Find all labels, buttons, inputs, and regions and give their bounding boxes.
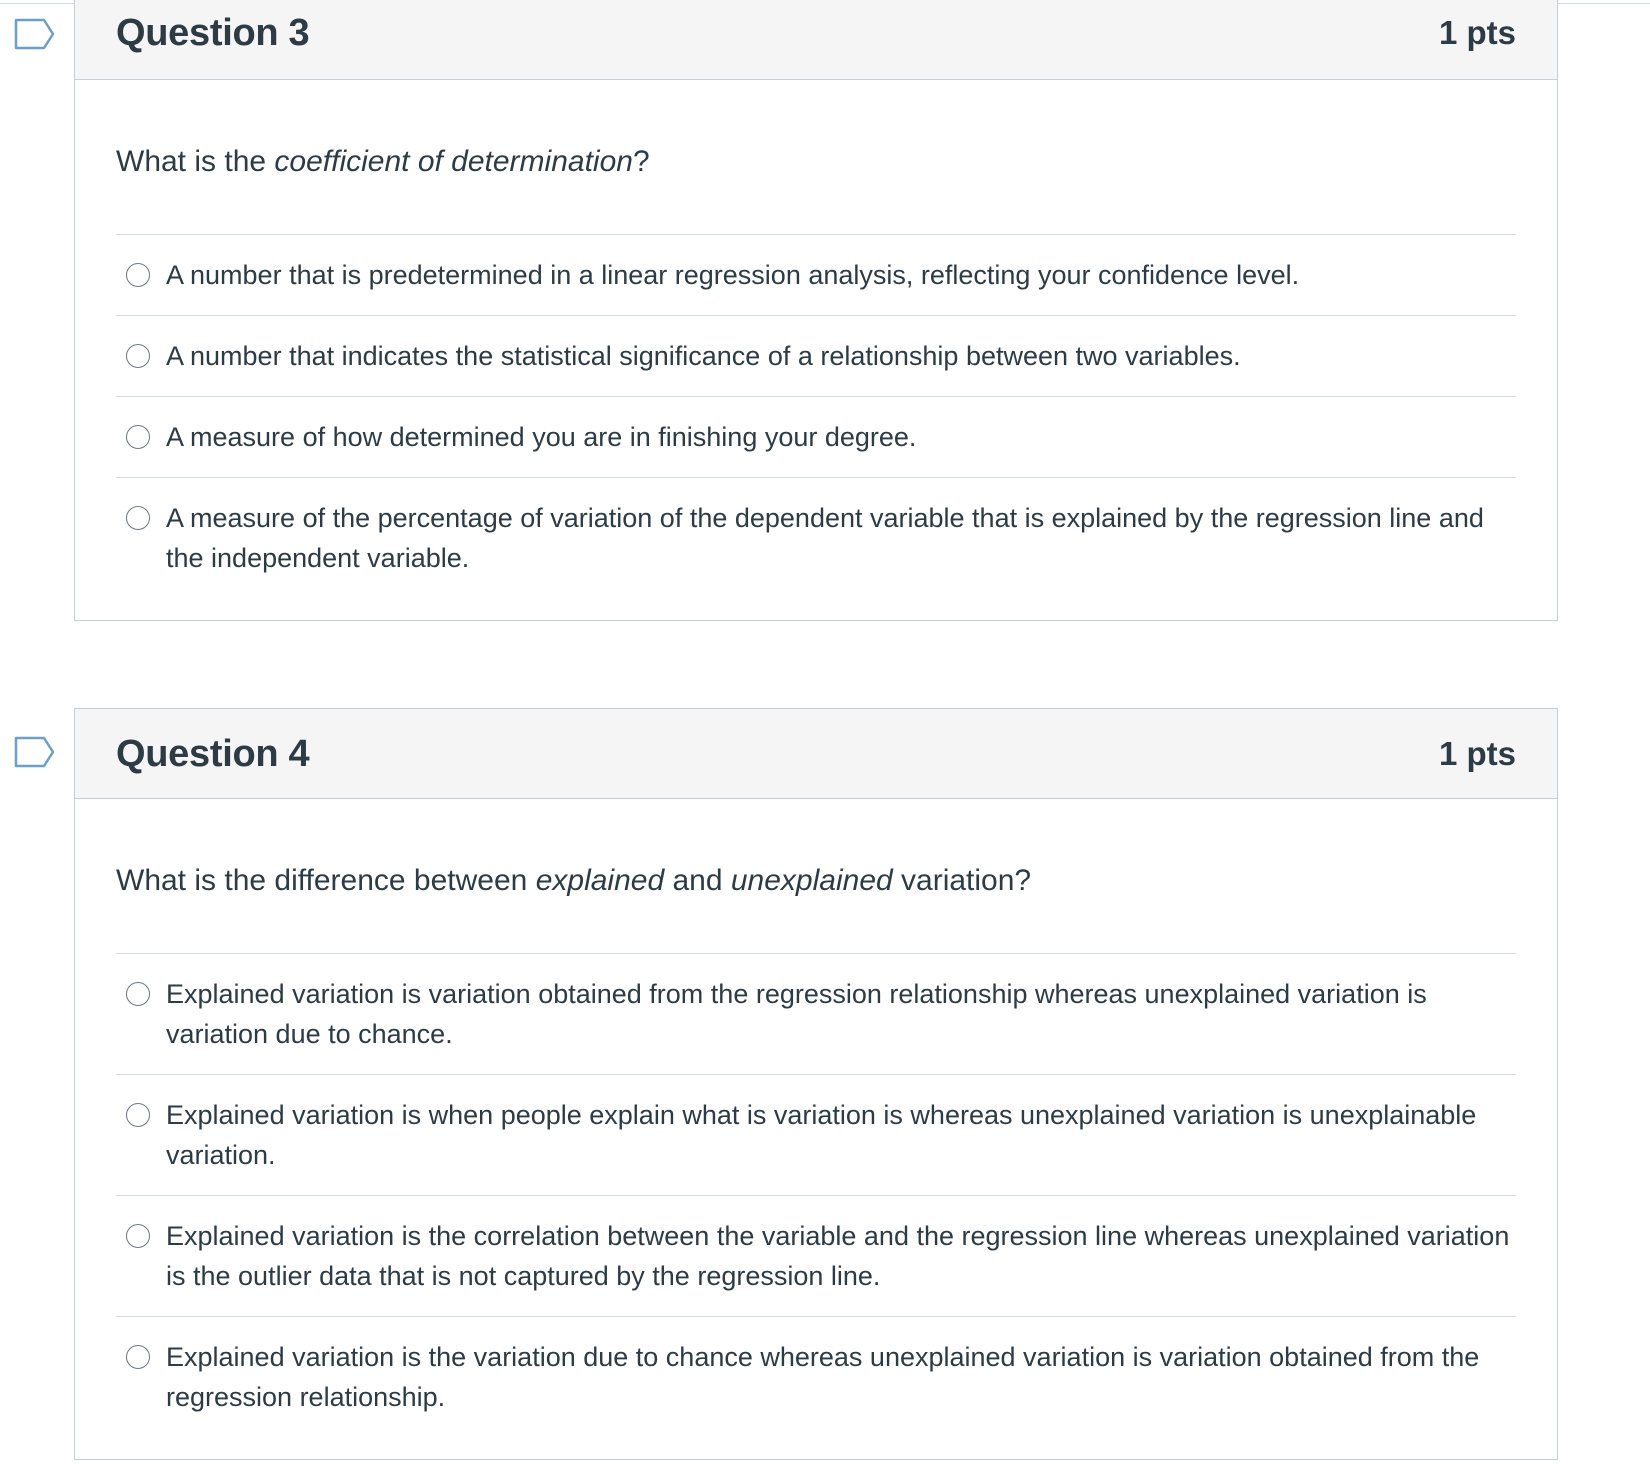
question-4-answers — [116, 954, 1516, 1437]
question-3-text — [116, 80, 1516, 235]
radio-button[interactable] — [126, 1103, 150, 1127]
answer-label[interactable]: A measure of the percentage of variation of the dependent variable that is explained by the regression line and the independent variable. — [166, 503, 1484, 573]
question-3-text-part: ? — [632, 145, 650, 178]
question-3-body — [75, 80, 1557, 598]
answer-option[interactable] — [116, 316, 1516, 397]
answer-label[interactable]: A measure of how determined you are in finishing your degree. — [166, 422, 917, 452]
question-3-text-part: What is the — [116, 145, 275, 178]
radio-button[interactable] — [126, 425, 150, 449]
answer-option[interactable] — [116, 235, 1516, 316]
question-4-points: 1 pts — [1438, 735, 1516, 772]
flag-question-3-icon[interactable] — [14, 18, 56, 50]
question-4-text-emphasis: explained — [535, 864, 665, 897]
answer-label[interactable]: A number that indicates the statistical significance of a relationship between two variables. — [166, 341, 1241, 371]
question-4-text-part: and — [664, 864, 731, 897]
question-3-title: Question 3 — [116, 12, 310, 54]
question-3-text-emphasis: coefficient of determination — [274, 145, 633, 178]
question-3-header — [75, 0, 1557, 80]
answer-option[interactable] — [116, 954, 1516, 1075]
question-4-title: Question 4 — [116, 733, 310, 775]
radio-button[interactable] — [126, 1224, 150, 1248]
radio-button[interactable] — [126, 1345, 150, 1369]
question-4-text-part: variation? — [892, 864, 1032, 897]
answer-option[interactable] — [116, 1196, 1516, 1317]
flag-question-4-icon[interactable] — [14, 736, 56, 768]
question-3-answers — [116, 235, 1516, 598]
question-4-text-emphasis: unexplained — [730, 864, 893, 897]
answer-option[interactable] — [116, 397, 1516, 478]
answer-option[interactable] — [116, 478, 1516, 598]
answer-option[interactable] — [116, 1075, 1516, 1196]
question-4-body — [75, 799, 1557, 1437]
answer-label[interactable]: Explained variation is the correlation between the variable and the regression line whereas unexplained variation is the outlier data that is not captured by the regression line. — [166, 1221, 1510, 1291]
question-4-text — [116, 799, 1516, 954]
radio-button[interactable] — [126, 506, 150, 530]
question-4-card — [74, 708, 1558, 1460]
question-4-header — [75, 709, 1557, 799]
question-3-card — [74, 0, 1558, 621]
answer-label[interactable]: Explained variation is when people explain what is variation is whereas unexplained variation is unexplainable variation. — [166, 1100, 1477, 1170]
answer-label[interactable]: A number that is predetermined in a linear regression analysis, reflecting your confidence level. — [166, 260, 1300, 290]
question-3-points: 1 pts — [1438, 14, 1516, 51]
answer-option[interactable] — [116, 1317, 1516, 1437]
question-4-text-part: What is the difference between — [116, 864, 536, 897]
radio-button[interactable] — [126, 344, 150, 368]
answer-label[interactable]: Explained variation is variation obtained from the regression relationship whereas unexplained variation is variation due to chance. — [166, 979, 1427, 1049]
answer-label[interactable]: Explained variation is the variation due to chance whereas unexplained variation is variation obtained from the regression relationship. — [166, 1342, 1480, 1412]
radio-button[interactable] — [126, 263, 150, 287]
radio-button[interactable] — [126, 982, 150, 1006]
